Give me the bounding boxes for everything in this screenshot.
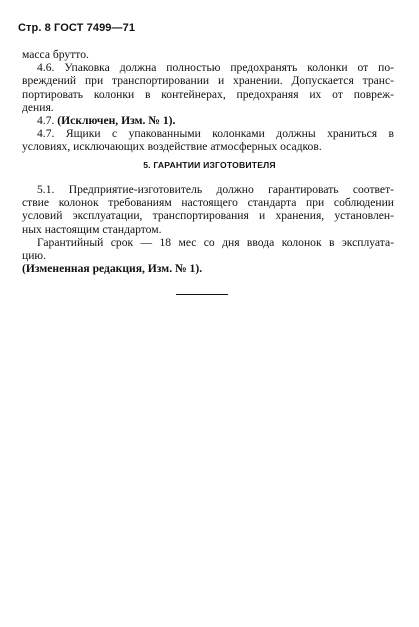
text-line: условий эксплуатации, транспортирования и хранения, установлен-: [22, 209, 394, 223]
amended-note: (Измененная редакция, Изм. № 1).: [22, 262, 203, 276]
text-line: ствие колонок требованиям настоящего стандарта при соблюдении: [22, 196, 394, 210]
text-line: дения.: [22, 100, 54, 114]
section-4-text: [22, 48, 394, 154]
excluded-note: (Исключен, Изм. № 1).: [57, 113, 176, 127]
section-5-title: 5. ГАРАНТИИ ИЗГОТОВИТЕЛЯ: [143, 160, 276, 170]
page-number: Стр. 8: [18, 22, 51, 34]
text-line: масса брутто.: [22, 48, 89, 61]
text-line: Гарантийный срок — 18 мес со дня ввода колонок в эксплуата-: [37, 235, 394, 249]
text-line: цию.: [22, 248, 46, 262]
standard-number: ГОСТ 7499—71: [54, 22, 136, 34]
text-line: ных настоящим стандартом.: [22, 222, 162, 236]
section-5-text: [22, 183, 394, 275]
text-line: портировать колонки в контейнерах, предохраняя их от повреж-: [22, 87, 394, 101]
text-line: 4.7. Ящики с упакованными колонками должны храниться в: [37, 127, 394, 141]
text-line: вреждений при транспортировании и хранении. Допускается транс-: [22, 74, 394, 88]
text-line: 4.6. Упаковка должна полностью предохранять колонки от по-: [37, 61, 394, 75]
item-4-7-excluded: [22, 114, 394, 127]
item-number: 4.7.: [37, 113, 55, 127]
page-header: [18, 22, 135, 34]
end-rule: [176, 294, 228, 295]
text-line: условиях, исключающих воздействие атмосферных осадков.: [22, 140, 322, 154]
text-line: 5.1. Предприятие-изготовитель должно гарантировать соответ-: [37, 183, 394, 196]
